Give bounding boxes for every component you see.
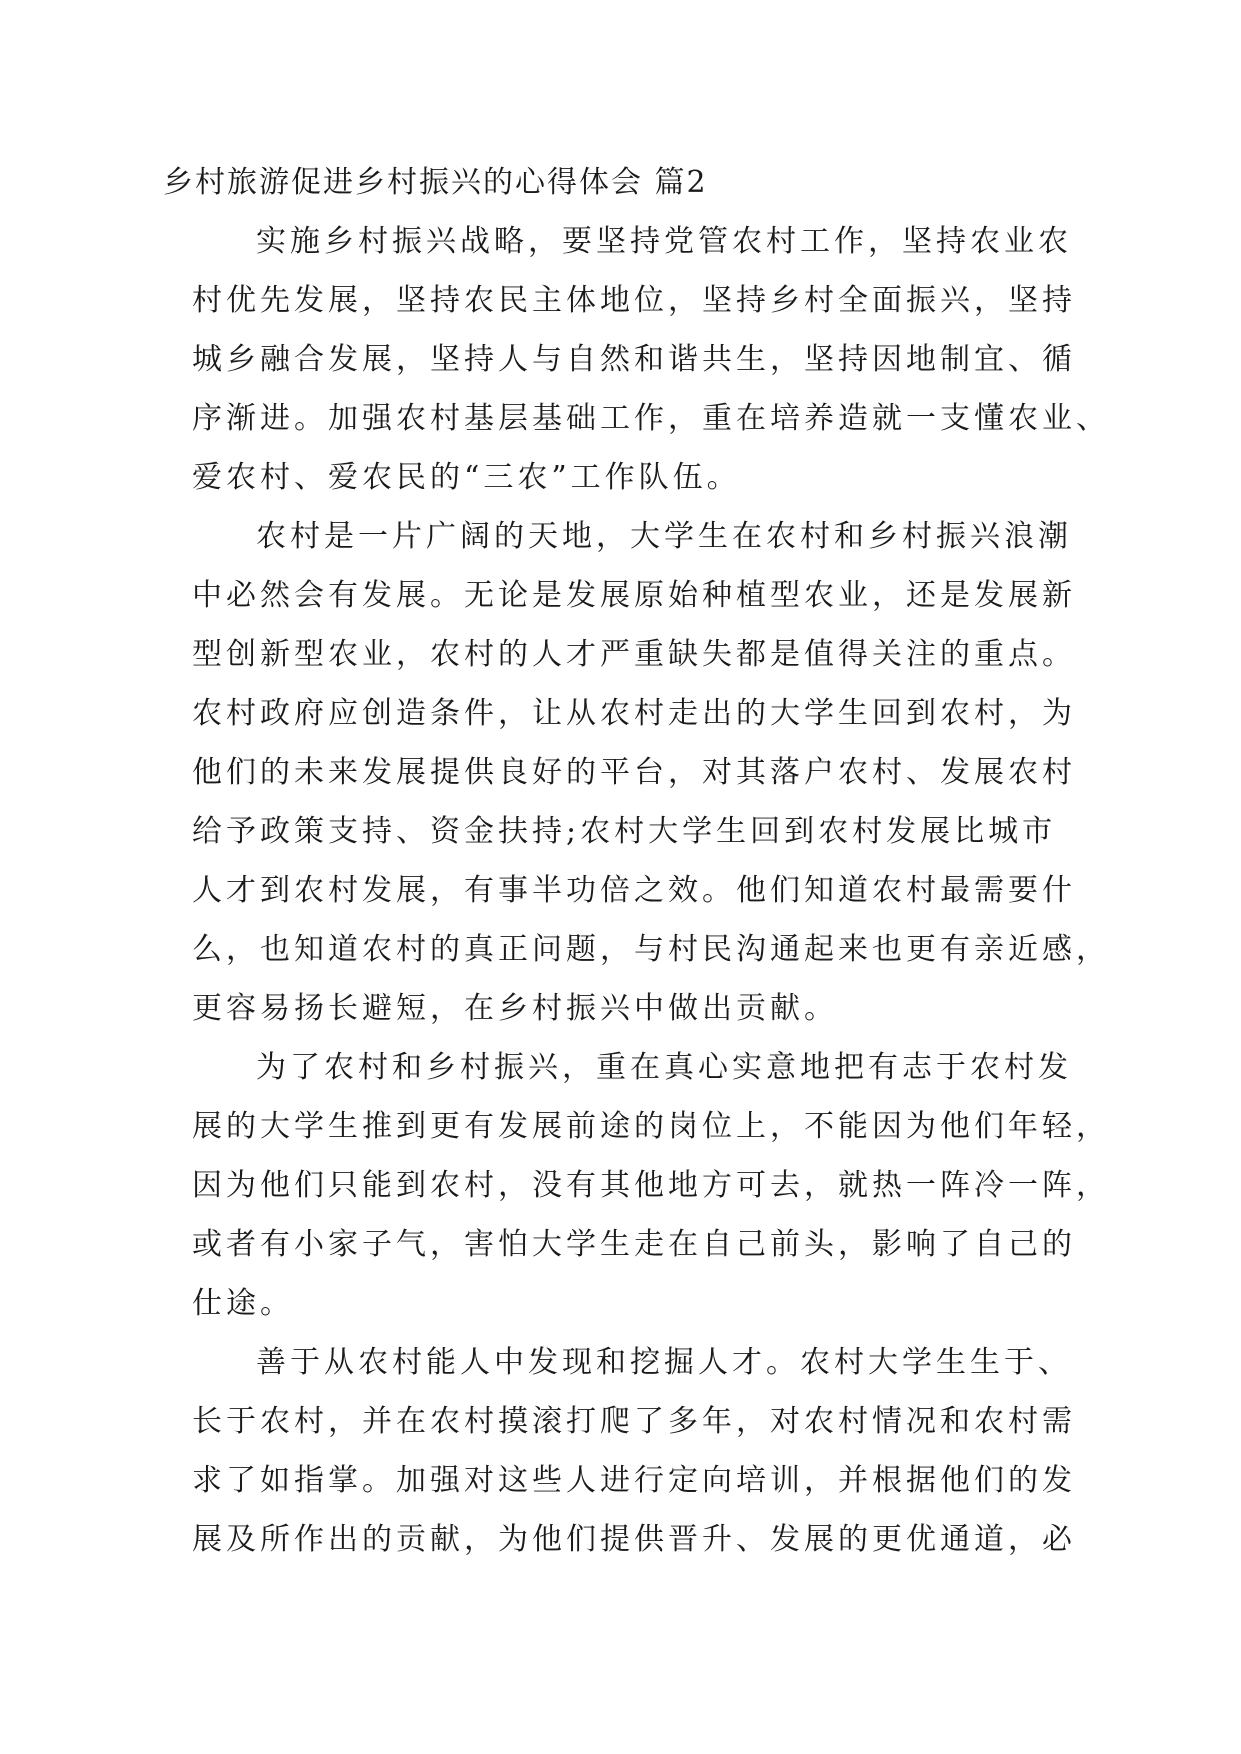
paragraph-4-line-4: 展及所作出的贡献，为他们提供晋升、发展的更优通道，必 bbox=[192, 1522, 1076, 1557]
paragraph-3-line-3: 因为他们只能到农村，没有其他地方可去，就热一阵冷一阵， bbox=[192, 1168, 1110, 1203]
paragraph-3-line-4: 或者有小家子气，害怕大学生走在自己前头，影响了自己的 bbox=[192, 1227, 1076, 1262]
paragraph-2-line-6: 给予政策支持、资金扶持;农村大学生回到农村发展比城市 bbox=[192, 814, 1057, 849]
paragraph-3-line-1: 为了农村和乡村振兴，重在真心实意地把有志于农村发 bbox=[256, 1050, 1072, 1085]
paragraph-2-line-5: 他们的未来发展提供良好的平台，对其落户农村、发展农村 bbox=[192, 755, 1076, 790]
paragraph-2-line-7: 人才到农村发展，有事半功倍之效。他们知道农村最需要什 bbox=[192, 873, 1076, 908]
paragraph-4-line-3: 求了如指掌。加强对这些人进行定向培训，并根据他们的发 bbox=[192, 1463, 1076, 1498]
paragraph-4-line-1: 善于从农村能人中发现和挖掘人才。农村大学生生于、 bbox=[256, 1345, 1072, 1380]
paragraph-2-line-1: 农村是一片广阔的天地，大学生在农村和乡村振兴浪潮 bbox=[256, 519, 1072, 554]
paragraph-1-line-3: 城乡融合发展，坚持人与自然和谐共生，坚持因地制宜、循 bbox=[192, 342, 1076, 377]
paragraph-2-line-9: 更容易扬长避短，在乡村振兴中做出贡献。 bbox=[192, 991, 838, 1026]
paragraph-2-line-8: 么，也知道农村的真正问题，与村民沟通起来也更有亲近感， bbox=[192, 932, 1110, 967]
paragraph-2-line-4: 农村政府应创造条件，让从农村走出的大学生回到农村，为 bbox=[192, 696, 1076, 731]
paragraph-1-line-1: 实施乡村振兴战略，要坚持党管农村工作，坚持农业农 bbox=[256, 224, 1072, 259]
paragraph-1-line-5: 爱农村、爱农民的“三农”工作队伍。 bbox=[192, 460, 741, 495]
paragraph-2-line-2: 中必然会有发展。无论是发展原始种植型农业，还是发展新 bbox=[192, 578, 1076, 613]
paragraph-3-line-2: 展的大学生推到更有发展前途的岗位上，不能因为他们年轻， bbox=[192, 1109, 1110, 1144]
document-title: 乡村旅游促进乡村振兴的心得体会 篇2 bbox=[163, 165, 708, 200]
paragraph-3-line-5: 仕途。 bbox=[192, 1286, 294, 1321]
paragraph-2-line-3: 型创新型农业，农村的人才严重缺失都是值得关注的重点。 bbox=[192, 637, 1076, 672]
paragraph-4-line-2: 长于农村，并在农村摸滚打爬了多年，对农村情况和农村需 bbox=[192, 1404, 1076, 1439]
paragraph-1-line-2: 村优先发展，坚持农民主体地位，坚持乡村全面振兴，坚持 bbox=[192, 283, 1076, 318]
paragraph-1-line-4: 序渐进。加强农村基层基础工作，重在培养造就一支懂农业、 bbox=[192, 401, 1110, 436]
